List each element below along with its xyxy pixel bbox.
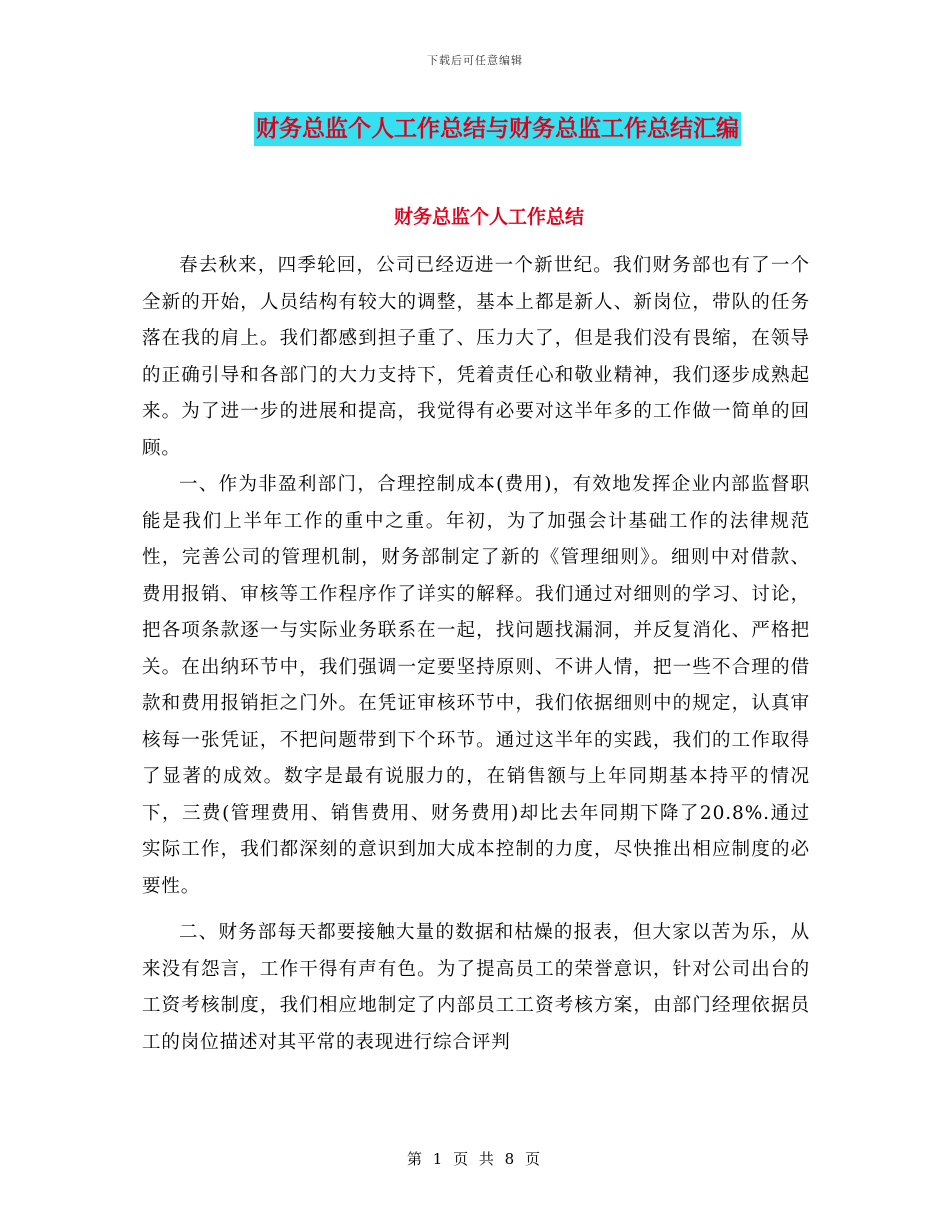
section-title: 财务总监个人工作总结: [393, 206, 584, 228]
paragraph-salary-assessment: 二、财务部每天都要接触大量的数据和枯燥的报表，但大家以苦为乐，从来没有怨言，工作干得有声有色。为了提高员工的荣誉意识，针对公司出台的工资考核制度，我们相应地制定了内部员工工资考核方案，由部门经理依据员工的岗位描述对其平常的表现进行综合评判: [142, 922, 810, 1053]
document-title: 财务总监个人工作总结与财务总监工作总结汇编: [254, 112, 741, 146]
main-title-container: [0, 112, 950, 146]
paragraph-intro: 春去秋来，四季轮回，公司已经迈进一个新世纪。我们财务部也有了一个全新的开始，人员结构有较大的调整，基本上都是新人、新岗位，带队的任务落在我的肩上。我们都感到担子重了、压力大了，但是我们没有畏缩，在领导的正确引导和各部门的大力支持下，凭着责任心和敬业精神，我们逐步成熟起来。为了进一步的进展和提高，我觉得有必要对这半年多的工作做一简单的回顾。: [142, 255, 810, 459]
page-number: 第 1 页 共 8 页: [407, 1150, 543, 1168]
header-note: 下载后可任意编辑: [427, 54, 523, 67]
paragraph-cost-control: 一、作为非盈利部门，合理控制成本(费用)，有效地发挥企业内部监督职能是我们上半年工作的重中之重。年初，为了加强会计基础工作的法律规范性，完善公司的管理机制，财务部制定了新的《管理细则》。细则中对借款、费用报销、审核等工作程序作了详实的解释。我们通过对细则的学习、讨论，把各项条款逐一与实际业务联系在一起，找问题找漏洞，并反复消化、严格把关。在出纳环节中，我们强调一定要坚持原则、不讲人情，把一些不合理的借款和费用报销拒之门外。在凭证审核环节中，我们依据细则中的规定，认真审核每一张凭证，不把问题带到下个环节。通过这半年的实践，我们的工作取得了显著的成效。数字是最有说服力的，在销售额与上年同期基本持平的情况下，三费(管理费用、销售费用、财务费用)却比去年同期下降了20.8%.通过实际工作，我们都深刻的意识到加大成本控制的力度，尽快推出相应制度的必要性。: [142, 474, 810, 897]
document-body: [142, 248, 810, 1061]
